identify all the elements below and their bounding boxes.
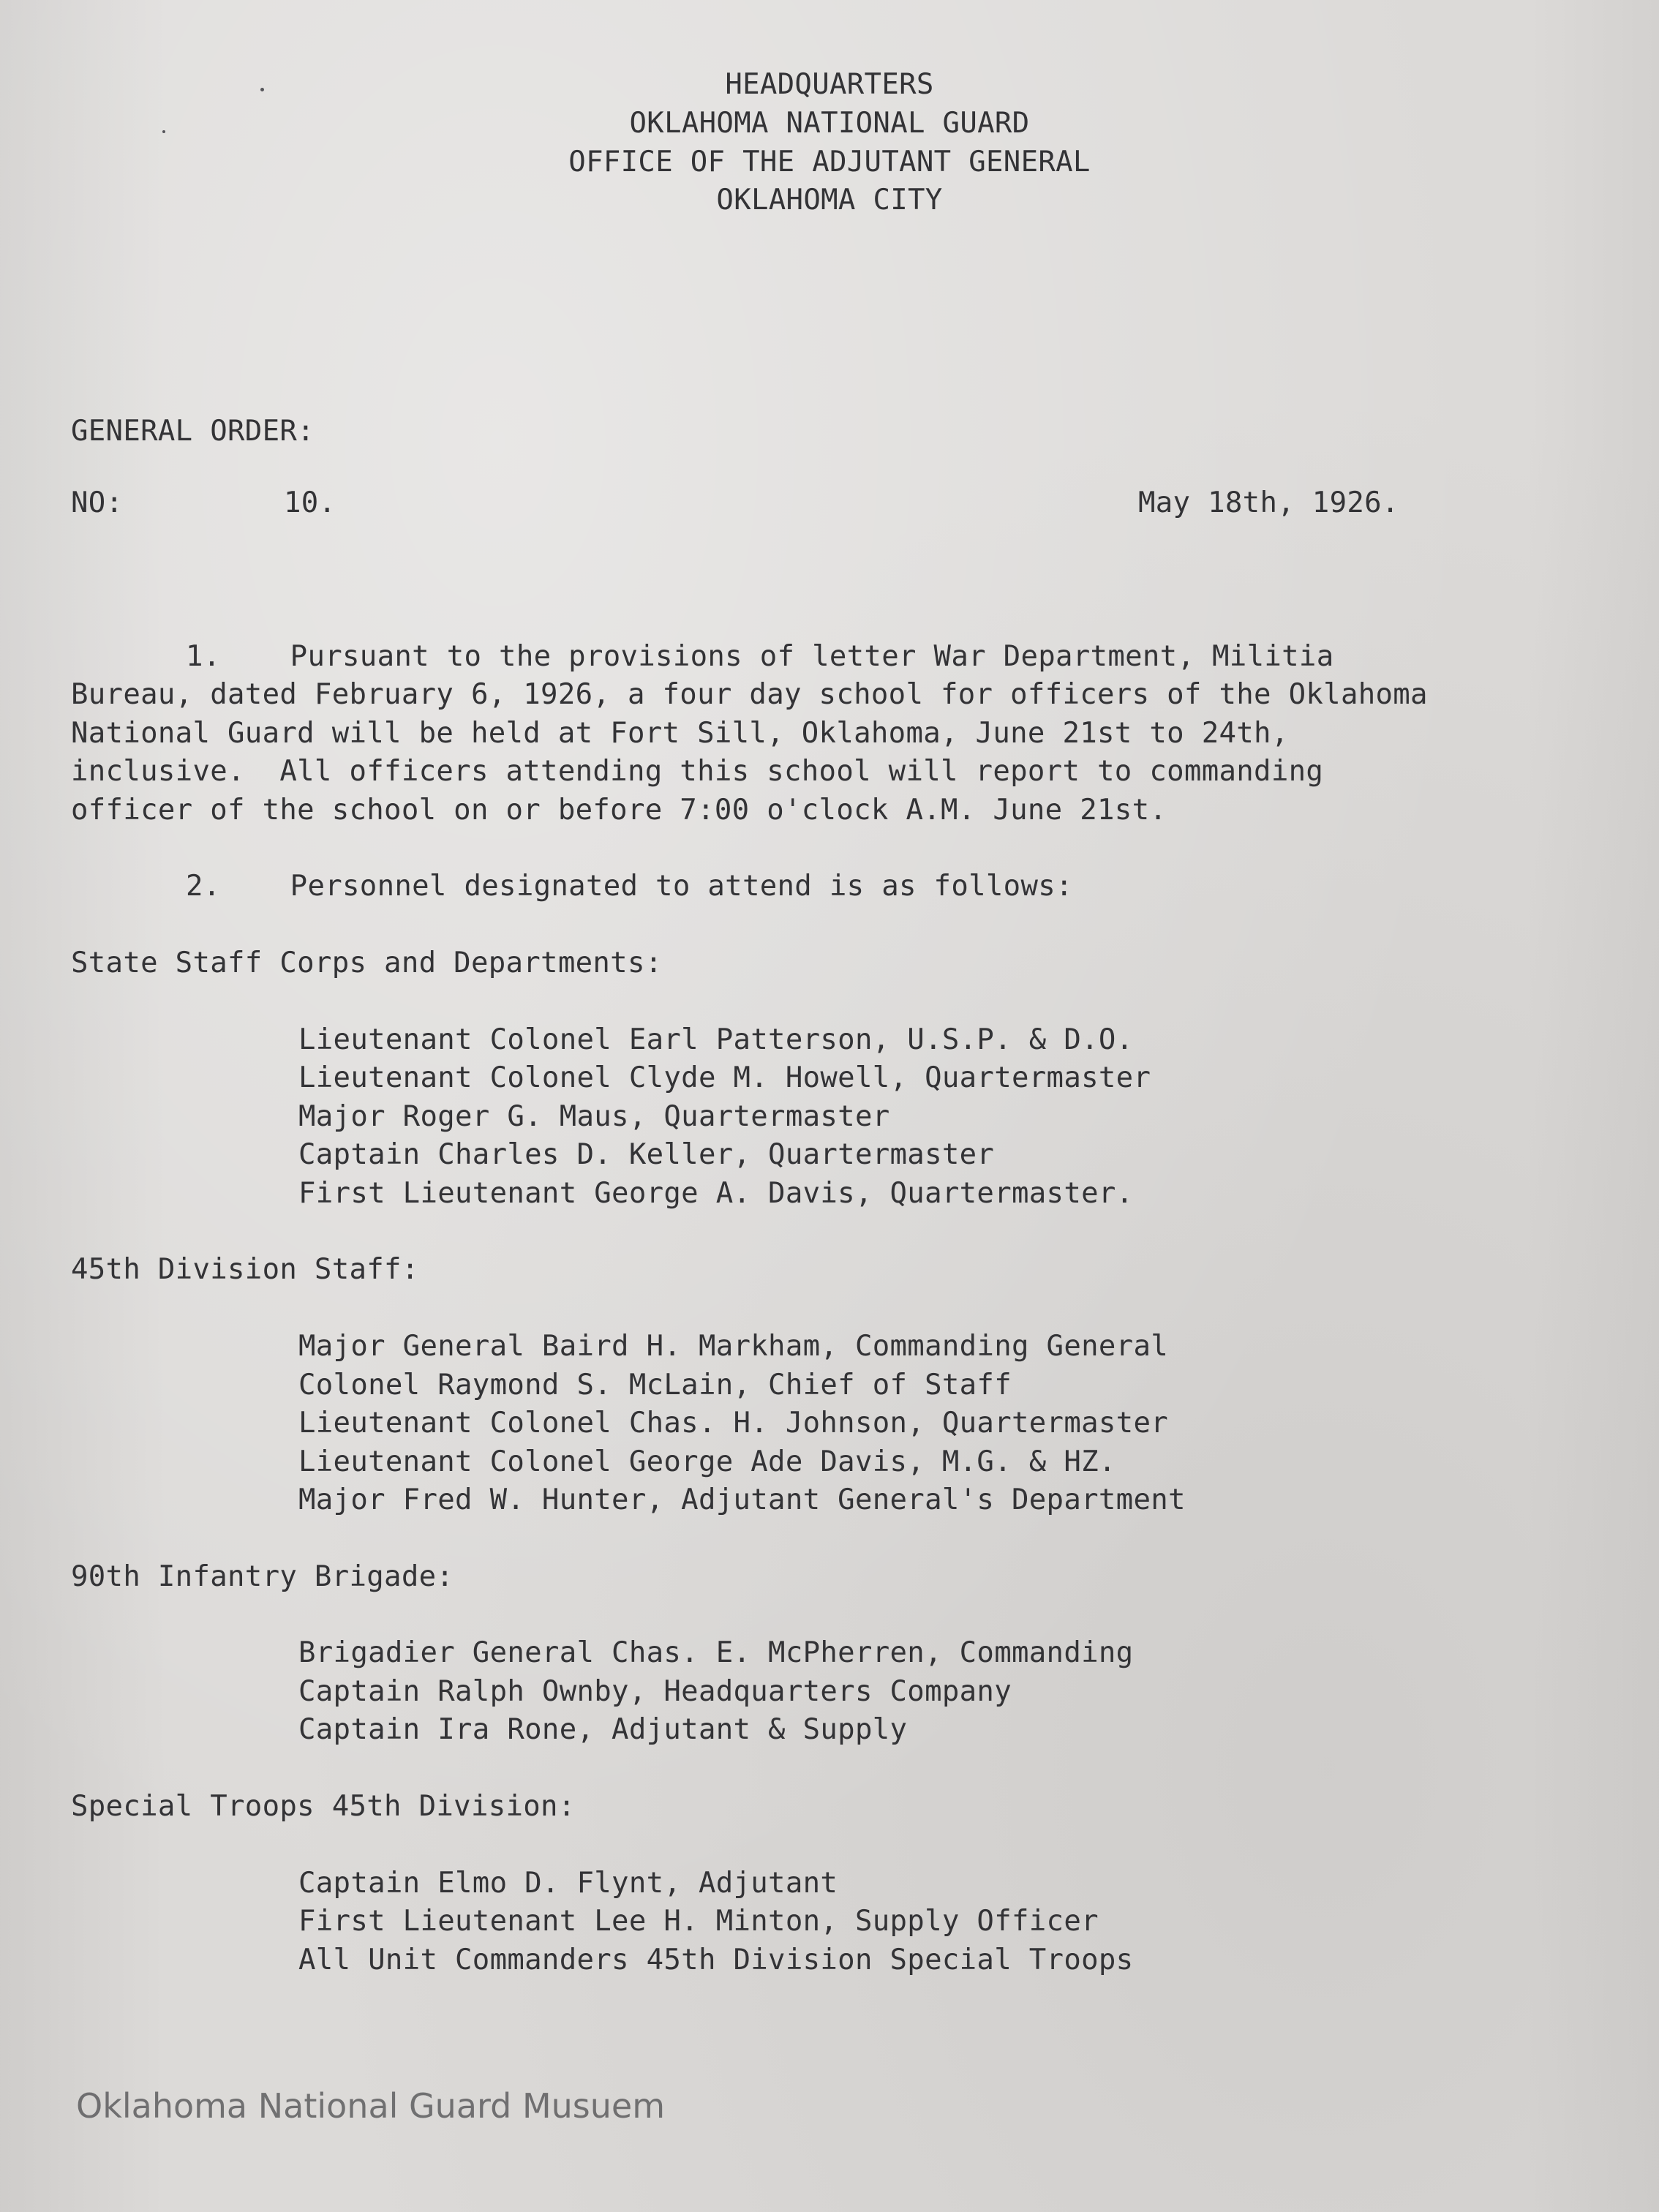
personnel-entry: Brigadier General Chas. E. McPherren, Commanding [298, 1636, 1134, 1669]
paragraph-1-line-4: inclusive. All officers attending this school will report to commanding [71, 755, 1324, 788]
section-heading-state-staff: State Staff Corps and Departments: [71, 947, 663, 979]
personnel-entry: First Lieutenant Lee H. Minton, Supply Officer [298, 1905, 1099, 1938]
personnel-entry: All Unit Commanders 45th Division Special Troops [298, 1944, 1134, 1976]
paper-speck [162, 130, 165, 133]
order-date: May 18th, 1926. [1138, 486, 1399, 519]
letterhead-line-4: OKLAHOMA CITY [716, 184, 943, 217]
museum-watermark: Oklahoma National Guard Musuem [76, 2086, 666, 2126]
personnel-entry: Major General Baird H. Markham, Commanding General [298, 1330, 1168, 1363]
personnel-entry: Lieutenant Colonel George Ade Davis, M.G. & HZ. [298, 1445, 1116, 1478]
paragraph-1-line-2: Bureau, dated February 6, 1926, a four day school for officers of the Oklahoma [71, 678, 1428, 711]
section-heading-special-troops: Special Troops 45th Division: [71, 1790, 576, 1823]
letterhead-line-3: OFFICE OF THE ADJUTANT GENERAL [568, 146, 1091, 178]
personnel-entry: Captain Ralph Ownby, Headquarters Company [298, 1675, 1012, 1708]
personnel-entry: Lieutenant Colonel Earl Patterson, U.S.P. & D.O. [298, 1023, 1134, 1056]
letterhead-line-2: OKLAHOMA NATIONAL GUARD [629, 107, 1030, 140]
personnel-entry: Colonel Raymond S. McLain, Chief of Staff [298, 1369, 1012, 1402]
personnel-entry: Lieutenant Colonel Chas. H. Johnson, Quartermaster [298, 1407, 1168, 1440]
paragraph-1-line-5: officer of the school on or before 7:00 o'clock A.M. June 21st. [71, 794, 1167, 827]
personnel-entry: Captain Charles D. Keller, Quartermaster [298, 1138, 995, 1171]
paragraph-2: 2. Personnel designated to attend is as follows: [186, 870, 1073, 903]
order-number-label: NO: [71, 486, 124, 519]
personnel-entry: First Lieutenant George A. Davis, Quartermaster. [298, 1177, 1134, 1210]
order-number-value: 10. [284, 486, 336, 519]
personnel-entry: Major Fred W. Hunter, Adjutant General's Department [298, 1483, 1186, 1516]
personnel-entry: Lieutenant Colonel Clyde M. Howell, Quartermaster [298, 1061, 1151, 1094]
section-heading-90th-infantry-brigade: 90th Infantry Brigade: [71, 1560, 454, 1593]
paragraph-1-line-1: 1. Pursuant to the provisions of letter War Department, Militia [186, 640, 1334, 673]
paper-speck [260, 88, 264, 91]
letterhead-line-1: HEADQUARTERS [725, 68, 934, 101]
general-order-label: GENERAL ORDER: [71, 415, 315, 448]
personnel-entry: Captain Elmo D. Flynt, Adjutant [298, 1867, 838, 1900]
section-heading-45th-division-staff: 45th Division Staff: [71, 1253, 419, 1286]
personnel-entry: Major Roger G. Maus, Quartermaster [298, 1100, 890, 1133]
personnel-entry: Captain Ira Rone, Adjutant & Supply [298, 1713, 908, 1746]
paragraph-1-line-3: National Guard will be held at Fort Sill, Oklahoma, June 21st to 24th, [71, 717, 1289, 750]
